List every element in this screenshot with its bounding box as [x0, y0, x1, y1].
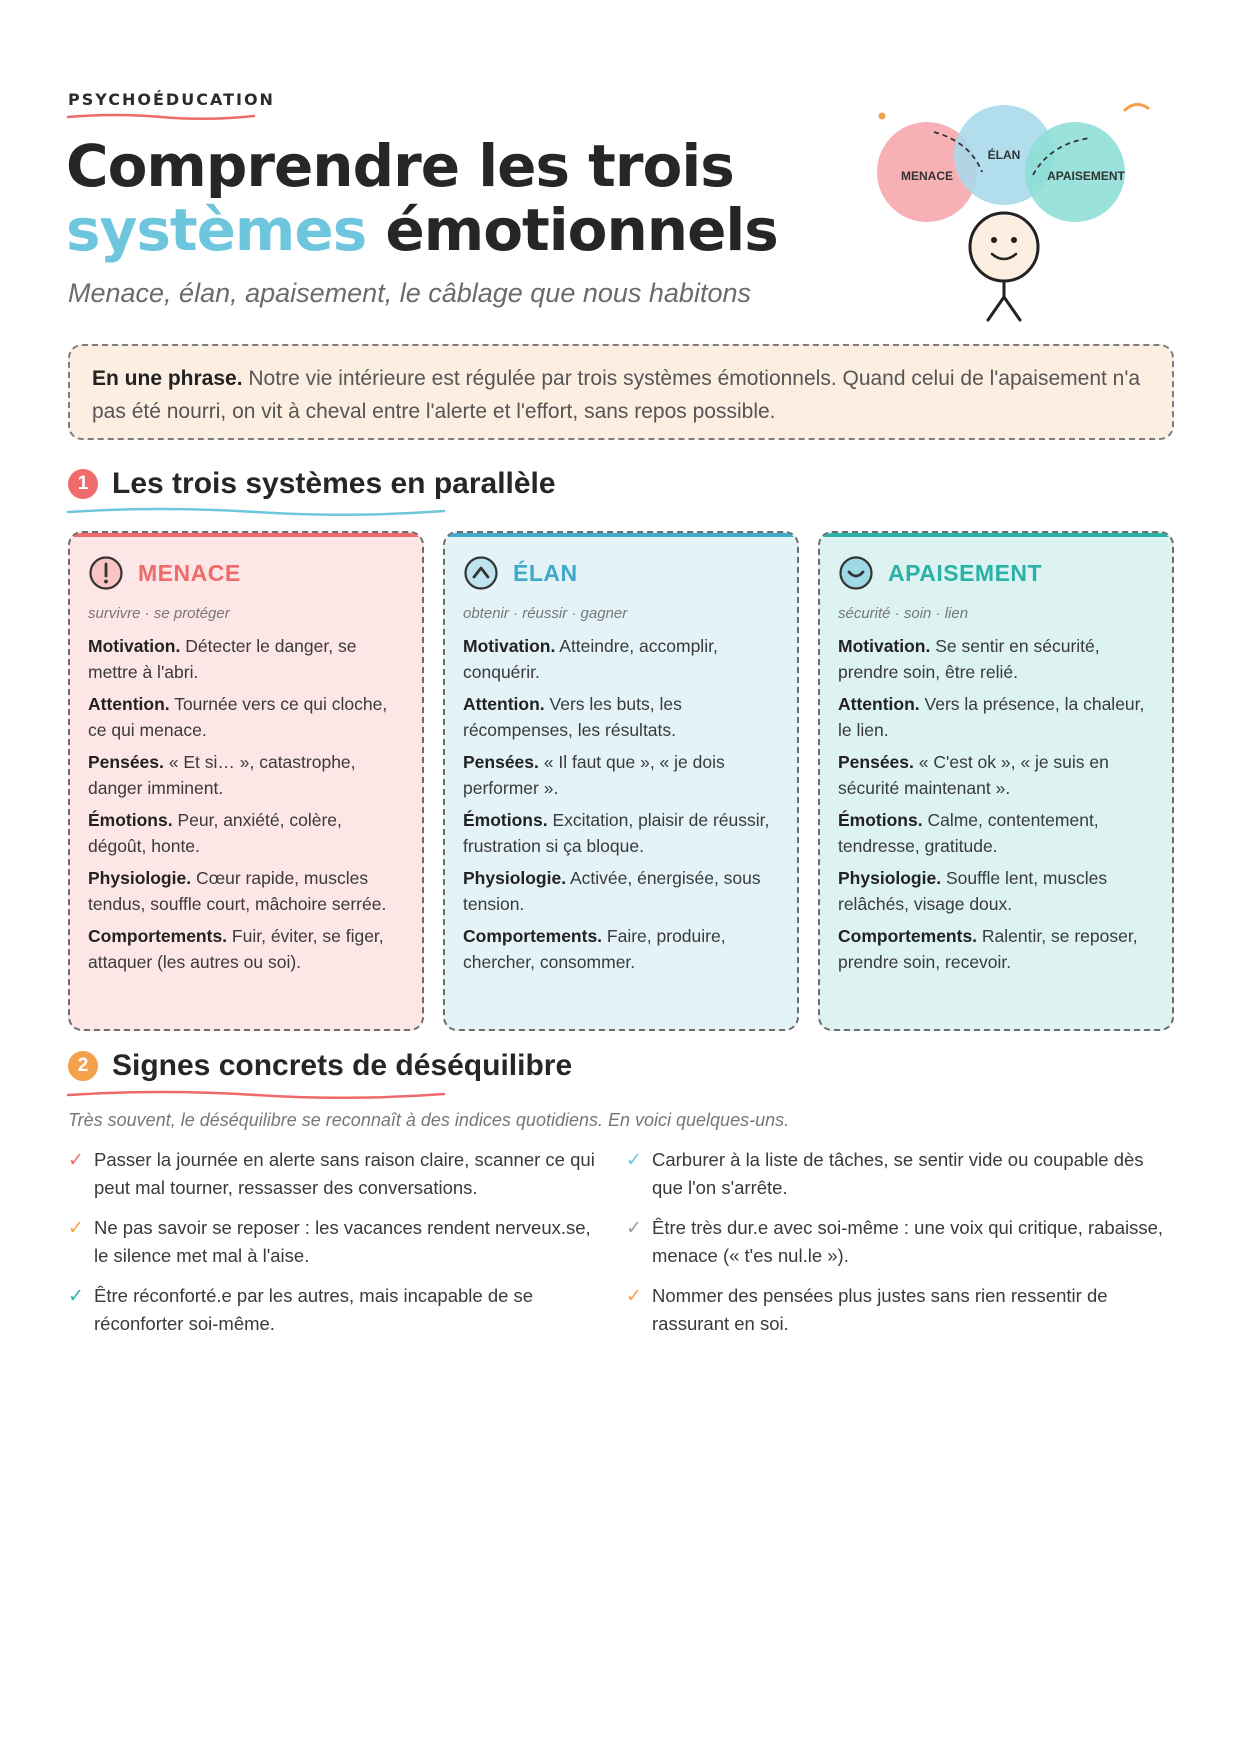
card-row: Émotions. Peur, anxiété, colère, dégoût, honte. — [88, 810, 342, 856]
summary-lead: En une phrase. — [92, 367, 243, 390]
section-1-underline — [66, 506, 446, 518]
list-item: ✓ Être très dur.e avec soi-même : une voix qui critique, rabaisse, menace (« t'es nul.le »). — [626, 1214, 1166, 1270]
card-elan — [443, 531, 799, 1031]
section-2-intro: Très souvent, le déséquilibre se reconnaît à des indices quotidiens. En voici quelques-uns. — [68, 1110, 790, 1130]
summary-box — [68, 344, 1174, 440]
card-row: Attention. Vers les buts, les récompenses, les résultats. — [463, 694, 682, 740]
page-subtitle: Menace, élan, apaisement, le câblage que nous habitons — [68, 278, 751, 308]
card-elan-title: ÉLAN — [513, 559, 578, 586]
title-line-1: Comprendre les trois — [66, 132, 734, 200]
list-item: ✓ Nommer des pensées plus justes sans rien ressentir de rassurant en soi. — [626, 1282, 1166, 1338]
check-icon: ✓ — [68, 1217, 84, 1239]
card-apaisement-topbar — [818, 531, 1174, 537]
card-row: Physiologie. Souffle lent, muscles relâchés, visage doux. — [838, 868, 1108, 914]
section-2-title: Signes concrets de déséquilibre — [112, 1049, 573, 1082]
chevron-up-icon — [463, 555, 499, 591]
check-icon: ✓ — [68, 1149, 84, 1171]
card-row: Physiologie. Activée, énergisée, sous tension. — [463, 868, 761, 914]
card-row: Émotions. Calme, contentement, tendresse, gratitude. — [838, 810, 1099, 856]
exclamation-icon — [88, 555, 124, 591]
section-2-number-badge: 2 — [68, 1051, 98, 1081]
card-row: Motivation. Détecter le danger, se mettre à l'abri. — [88, 636, 357, 682]
list-item: ✓ Passer la journée en alerte sans raison claire, scanner ce qui peut mal tourner, ressasser des conversations. — [68, 1146, 608, 1202]
list-item: ✓ Être réconforté.e par les autres, mais incapable de se réconforter soi-même. — [68, 1282, 608, 1338]
card-row: Attention. Tournée vers ce qui cloche, ce qui menace. — [88, 694, 388, 740]
card-elan-rows — [463, 633, 779, 975]
section-1-heading — [68, 467, 556, 501]
card-row: Motivation. Se sentir en sécurité, prendre soin, être relié. — [838, 636, 1100, 682]
hero-dot-decoration — [879, 113, 886, 120]
section-1-title: Les trois systèmes en parallèle — [112, 467, 556, 500]
card-menace-topbar — [68, 531, 424, 537]
signs-list — [68, 1146, 1174, 1366]
eyebrow-underline — [66, 112, 256, 122]
card-row: Attention. Vers la présence, la chaleur, le lien. — [838, 694, 1145, 740]
check-icon: ✓ — [68, 1285, 84, 1307]
hero-label-apaisement: APAISEMENT — [1047, 169, 1125, 183]
smile-icon — [838, 555, 874, 591]
card-row: Pensées. « Et si… », catastrophe, danger imminent. — [88, 752, 356, 798]
title-accent-word: systèmes — [66, 196, 367, 264]
systems-cards — [68, 531, 1174, 1031]
check-icon: ✓ — [626, 1149, 642, 1171]
card-row: Physiologie. Cœur rapide, muscles tendus, souffle court, mâchoire serrée. — [88, 868, 387, 914]
title-rest: émotionnels — [385, 196, 778, 264]
card-apaisement-subtitle: sécurité · soin · lien — [838, 605, 969, 622]
eyebrow-label: PSYCHOÉDUCATION — [68, 90, 275, 109]
card-elan-subtitle: obtenir · réussir · gagner — [463, 605, 628, 622]
card-row: Comportements. Faire, produire, chercher, consommer. — [463, 926, 726, 972]
card-row: Pensées. « C'est ok », « je suis en sécurité maintenant ». — [838, 752, 1109, 798]
card-row: Comportements. Fuir, éviter, se figer, attaquer (les autres ou soi). — [88, 926, 384, 972]
hero-label-menace: MENACE — [900, 169, 954, 183]
card-menace-subtitle: survivre · se protéger — [88, 605, 230, 622]
hero-illustration — [870, 92, 1170, 332]
card-apaisement — [818, 531, 1174, 1031]
hero-arc-decoration — [1125, 104, 1148, 110]
list-item: ✓ Carburer à la liste de tâches, se sentir vide ou coupable dès que l'on s'arrête. — [626, 1146, 1166, 1202]
card-row: Pensées. « Il faut que », « je dois performer ». — [463, 752, 725, 798]
card-menace-rows — [88, 633, 404, 975]
card-apaisement-rows — [838, 633, 1154, 975]
hero-label-elan: ÉLAN — [987, 148, 1021, 162]
card-row: Émotions. Excitation, plaisir de réussir, frustration si ça bloque. — [463, 810, 770, 856]
page-title — [66, 134, 778, 262]
summary-text: Notre vie intérieure est régulée par trois systèmes émotionnels. Quand celui de l'apaisement n'a pas été nourri, on vit à cheval entre l'alerte et l'effort, sans repos possible. — [92, 367, 1141, 423]
list-item: ✓ Ne pas savoir se reposer : les vacances rendent nerveux.se, le silence met mal à l'aise. — [68, 1214, 608, 1270]
card-elan-topbar — [443, 531, 799, 537]
stick-figure-icon — [970, 213, 1038, 320]
card-apaisement-title: APAISEMENT — [888, 559, 1043, 586]
section-2-underline — [66, 1089, 446, 1101]
card-menace — [68, 531, 424, 1031]
card-row: Comportements. Ralentir, se reposer, prendre soin, recevoir. — [838, 926, 1138, 972]
check-icon: ✓ — [626, 1285, 642, 1307]
section-2-heading — [68, 1049, 572, 1083]
section-1-number-badge: 1 — [68, 469, 98, 499]
check-icon: ✓ — [626, 1217, 642, 1239]
card-menace-title: MENACE — [138, 559, 241, 586]
card-row: Motivation. Atteindre, accomplir, conquérir. — [463, 636, 718, 682]
